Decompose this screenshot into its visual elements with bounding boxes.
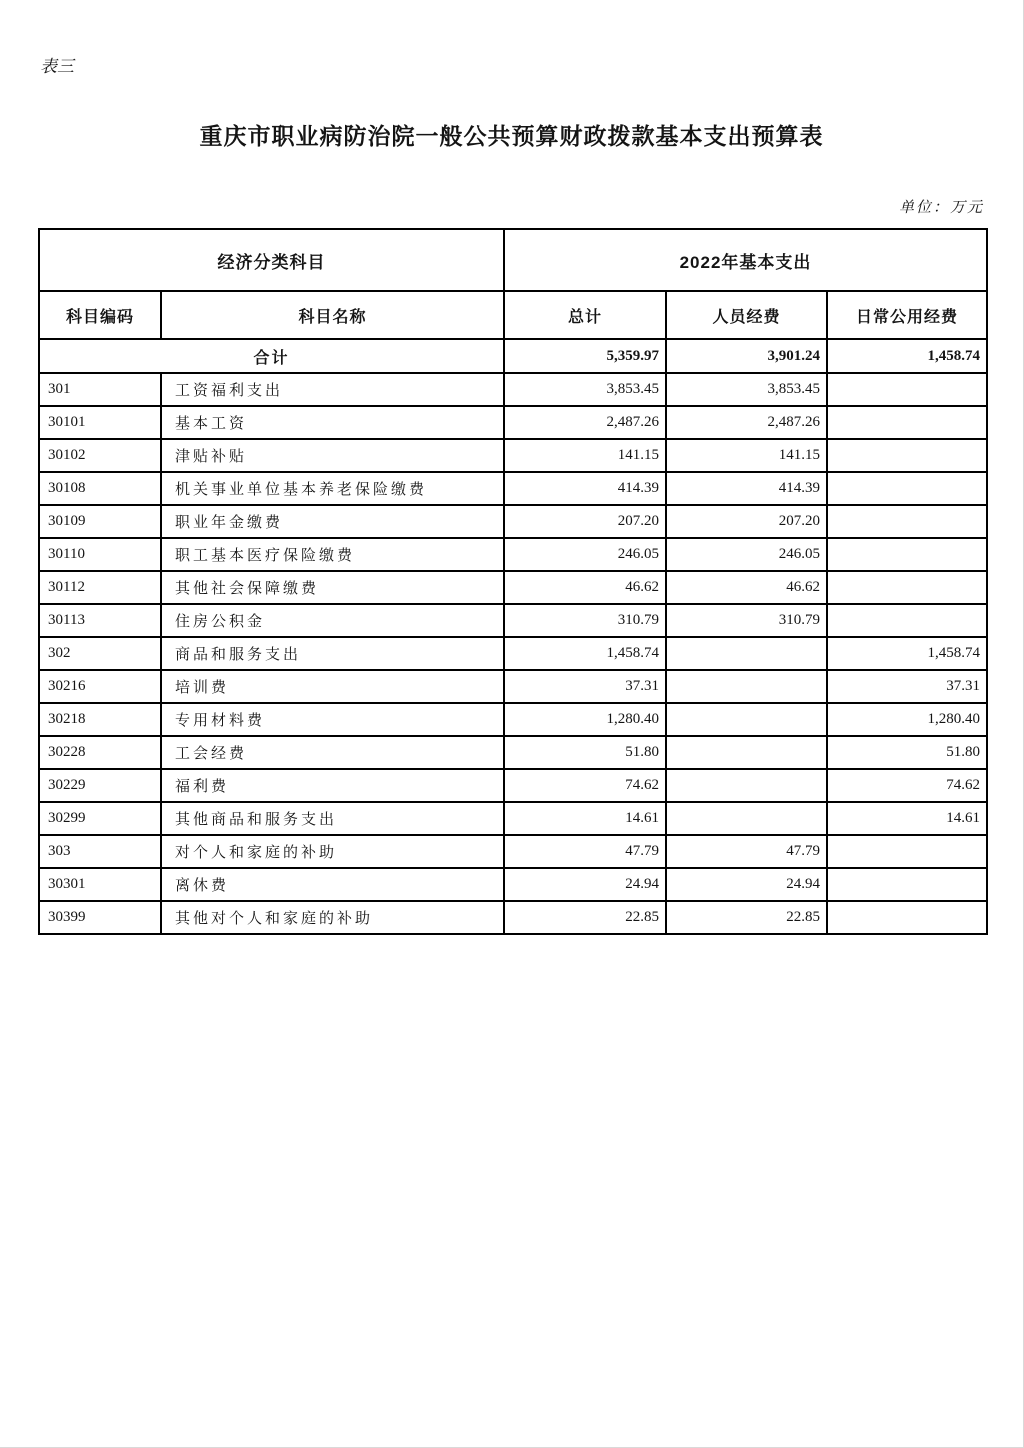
daily-expense-cell bbox=[827, 373, 987, 406]
personnel-expense-cell bbox=[666, 703, 827, 736]
subject-code-cell: 30301 bbox=[39, 868, 161, 901]
grand-total-total: 5,359.97 bbox=[504, 339, 666, 373]
personnel-expense-cell bbox=[666, 769, 827, 802]
table-row bbox=[39, 769, 987, 802]
subject-code-cell: 30101 bbox=[39, 406, 161, 439]
personnel-expense-cell: 310.79 bbox=[666, 604, 827, 637]
column-header-personnel-expense: 人员经费 bbox=[666, 291, 827, 339]
subject-name-cell: 专用材料费 bbox=[161, 703, 504, 736]
daily-expense-cell bbox=[827, 439, 987, 472]
daily-expense-cell: 1,280.40 bbox=[827, 703, 987, 736]
subject-code-cell: 302 bbox=[39, 637, 161, 670]
table-row bbox=[39, 373, 987, 406]
daily-expense-cell bbox=[827, 901, 987, 934]
daily-expense-cell: 1,458.74 bbox=[827, 637, 987, 670]
subject-name-cell: 培训费 bbox=[161, 670, 504, 703]
column-header-subject-code: 科目编码 bbox=[39, 291, 161, 339]
personnel-expense-cell bbox=[666, 670, 827, 703]
column-header-subject-name: 科目名称 bbox=[161, 291, 504, 339]
daily-expense-cell bbox=[827, 835, 987, 868]
subject-name-cell: 职业年金缴费 bbox=[161, 505, 504, 538]
total-cell: 1,458.74 bbox=[504, 637, 666, 670]
total-cell: 51.80 bbox=[504, 736, 666, 769]
daily-expense-cell: 74.62 bbox=[827, 769, 987, 802]
subject-code-cell: 30113 bbox=[39, 604, 161, 637]
daily-expense-cell bbox=[827, 868, 987, 901]
table-row bbox=[39, 670, 987, 703]
total-cell: 2,487.26 bbox=[504, 406, 666, 439]
table-row bbox=[39, 802, 987, 835]
subject-name-cell: 工会经费 bbox=[161, 736, 504, 769]
subject-code-cell: 30229 bbox=[39, 769, 161, 802]
personnel-expense-cell: 46.62 bbox=[666, 571, 827, 604]
subject-name-cell: 对个人和家庭的补助 bbox=[161, 835, 504, 868]
budget-table bbox=[38, 228, 988, 935]
grand-total-label: 合计 bbox=[39, 339, 504, 373]
subject-name-cell: 其他社会保障缴费 bbox=[161, 571, 504, 604]
subject-code-cell: 30110 bbox=[39, 538, 161, 571]
subject-name-cell: 工资福利支出 bbox=[161, 373, 504, 406]
personnel-expense-cell: 246.05 bbox=[666, 538, 827, 571]
personnel-expense-cell: 47.79 bbox=[666, 835, 827, 868]
total-cell: 310.79 bbox=[504, 604, 666, 637]
subject-code-cell: 30102 bbox=[39, 439, 161, 472]
total-cell: 207.20 bbox=[504, 505, 666, 538]
subject-name-cell: 福利费 bbox=[161, 769, 504, 802]
personnel-expense-cell: 3,853.45 bbox=[666, 373, 827, 406]
personnel-expense-cell bbox=[666, 736, 827, 769]
daily-expense-cell bbox=[827, 538, 987, 571]
corner-label: 表三 bbox=[40, 57, 74, 77]
budget-table-header bbox=[39, 229, 987, 339]
subject-code-cell: 30216 bbox=[39, 670, 161, 703]
total-cell: 141.15 bbox=[504, 439, 666, 472]
subject-name-cell: 津贴补贴 bbox=[161, 439, 504, 472]
subject-name-cell: 基本工资 bbox=[161, 406, 504, 439]
subject-code-cell: 30299 bbox=[39, 802, 161, 835]
unit-note: 单位：万元 bbox=[898, 198, 984, 216]
table-row bbox=[39, 538, 987, 571]
personnel-expense-cell bbox=[666, 637, 827, 670]
personnel-expense-cell: 2,487.26 bbox=[666, 406, 827, 439]
table-row bbox=[39, 406, 987, 439]
table-row bbox=[39, 571, 987, 604]
total-cell: 37.31 bbox=[504, 670, 666, 703]
column-header-daily-public-expense: 日常公用经费 bbox=[827, 291, 987, 339]
subject-code-cell: 30109 bbox=[39, 505, 161, 538]
personnel-expense-cell: 207.20 bbox=[666, 505, 827, 538]
subject-name-cell: 商品和服务支出 bbox=[161, 637, 504, 670]
total-cell: 246.05 bbox=[504, 538, 666, 571]
subject-name-cell: 离休费 bbox=[161, 868, 504, 901]
total-cell: 14.61 bbox=[504, 802, 666, 835]
daily-expense-cell bbox=[827, 406, 987, 439]
budget-table-body bbox=[39, 339, 987, 934]
table-row bbox=[39, 472, 987, 505]
daily-expense-cell bbox=[827, 571, 987, 604]
daily-expense-cell bbox=[827, 604, 987, 637]
subject-name-cell: 职工基本医疗保险缴费 bbox=[161, 538, 504, 571]
total-cell: 22.85 bbox=[504, 901, 666, 934]
grand-total-personnel: 3,901.24 bbox=[666, 339, 827, 373]
total-cell: 1,280.40 bbox=[504, 703, 666, 736]
personnel-expense-cell bbox=[666, 802, 827, 835]
table-row bbox=[39, 736, 987, 769]
page-title: 重庆市职业病防治院一般公共预算财政拨款基本支出预算表 bbox=[199, 124, 824, 149]
table-row bbox=[39, 868, 987, 901]
subject-name-cell: 机关事业单位基本养老保险缴费 bbox=[161, 472, 504, 505]
header-group-row bbox=[39, 229, 987, 291]
daily-expense-cell: 37.31 bbox=[827, 670, 987, 703]
table-row bbox=[39, 835, 987, 868]
column-header-total: 总计 bbox=[504, 291, 666, 339]
subject-code-cell: 30112 bbox=[39, 571, 161, 604]
total-cell: 46.62 bbox=[504, 571, 666, 604]
subject-code-cell: 30218 bbox=[39, 703, 161, 736]
total-cell: 47.79 bbox=[504, 835, 666, 868]
subject-name-cell: 其他商品和服务支出 bbox=[161, 802, 504, 835]
subject-name-cell: 住房公积金 bbox=[161, 604, 504, 637]
header-economic-classification: 经济分类科目 bbox=[39, 229, 504, 291]
total-cell: 414.39 bbox=[504, 472, 666, 505]
daily-expense-cell bbox=[827, 505, 987, 538]
subject-code-cell: 303 bbox=[39, 835, 161, 868]
subject-name-cell: 其他对个人和家庭的补助 bbox=[161, 901, 504, 934]
personnel-expense-cell: 22.85 bbox=[666, 901, 827, 934]
table-row bbox=[39, 604, 987, 637]
total-cell: 74.62 bbox=[504, 769, 666, 802]
daily-expense-cell bbox=[827, 472, 987, 505]
subject-code-cell: 30228 bbox=[39, 736, 161, 769]
grand-total-row bbox=[39, 339, 987, 373]
total-cell: 3,853.45 bbox=[504, 373, 666, 406]
grand-total-daily: 1,458.74 bbox=[827, 339, 987, 373]
table-row bbox=[39, 637, 987, 670]
header-2022-basic-expenditure: 2022年基本支出 bbox=[504, 229, 987, 291]
personnel-expense-cell: 24.94 bbox=[666, 868, 827, 901]
table-row bbox=[39, 505, 987, 538]
subject-code-cell: 30399 bbox=[39, 901, 161, 934]
personnel-expense-cell: 141.15 bbox=[666, 439, 827, 472]
table-row bbox=[39, 703, 987, 736]
table-row bbox=[39, 439, 987, 472]
subject-code-cell: 301 bbox=[39, 373, 161, 406]
subject-code-cell: 30108 bbox=[39, 472, 161, 505]
table-row bbox=[39, 901, 987, 934]
personnel-expense-cell: 414.39 bbox=[666, 472, 827, 505]
daily-expense-cell: 51.80 bbox=[827, 736, 987, 769]
header-columns-row bbox=[39, 291, 987, 339]
daily-expense-cell: 14.61 bbox=[827, 802, 987, 835]
total-cell: 24.94 bbox=[504, 868, 666, 901]
